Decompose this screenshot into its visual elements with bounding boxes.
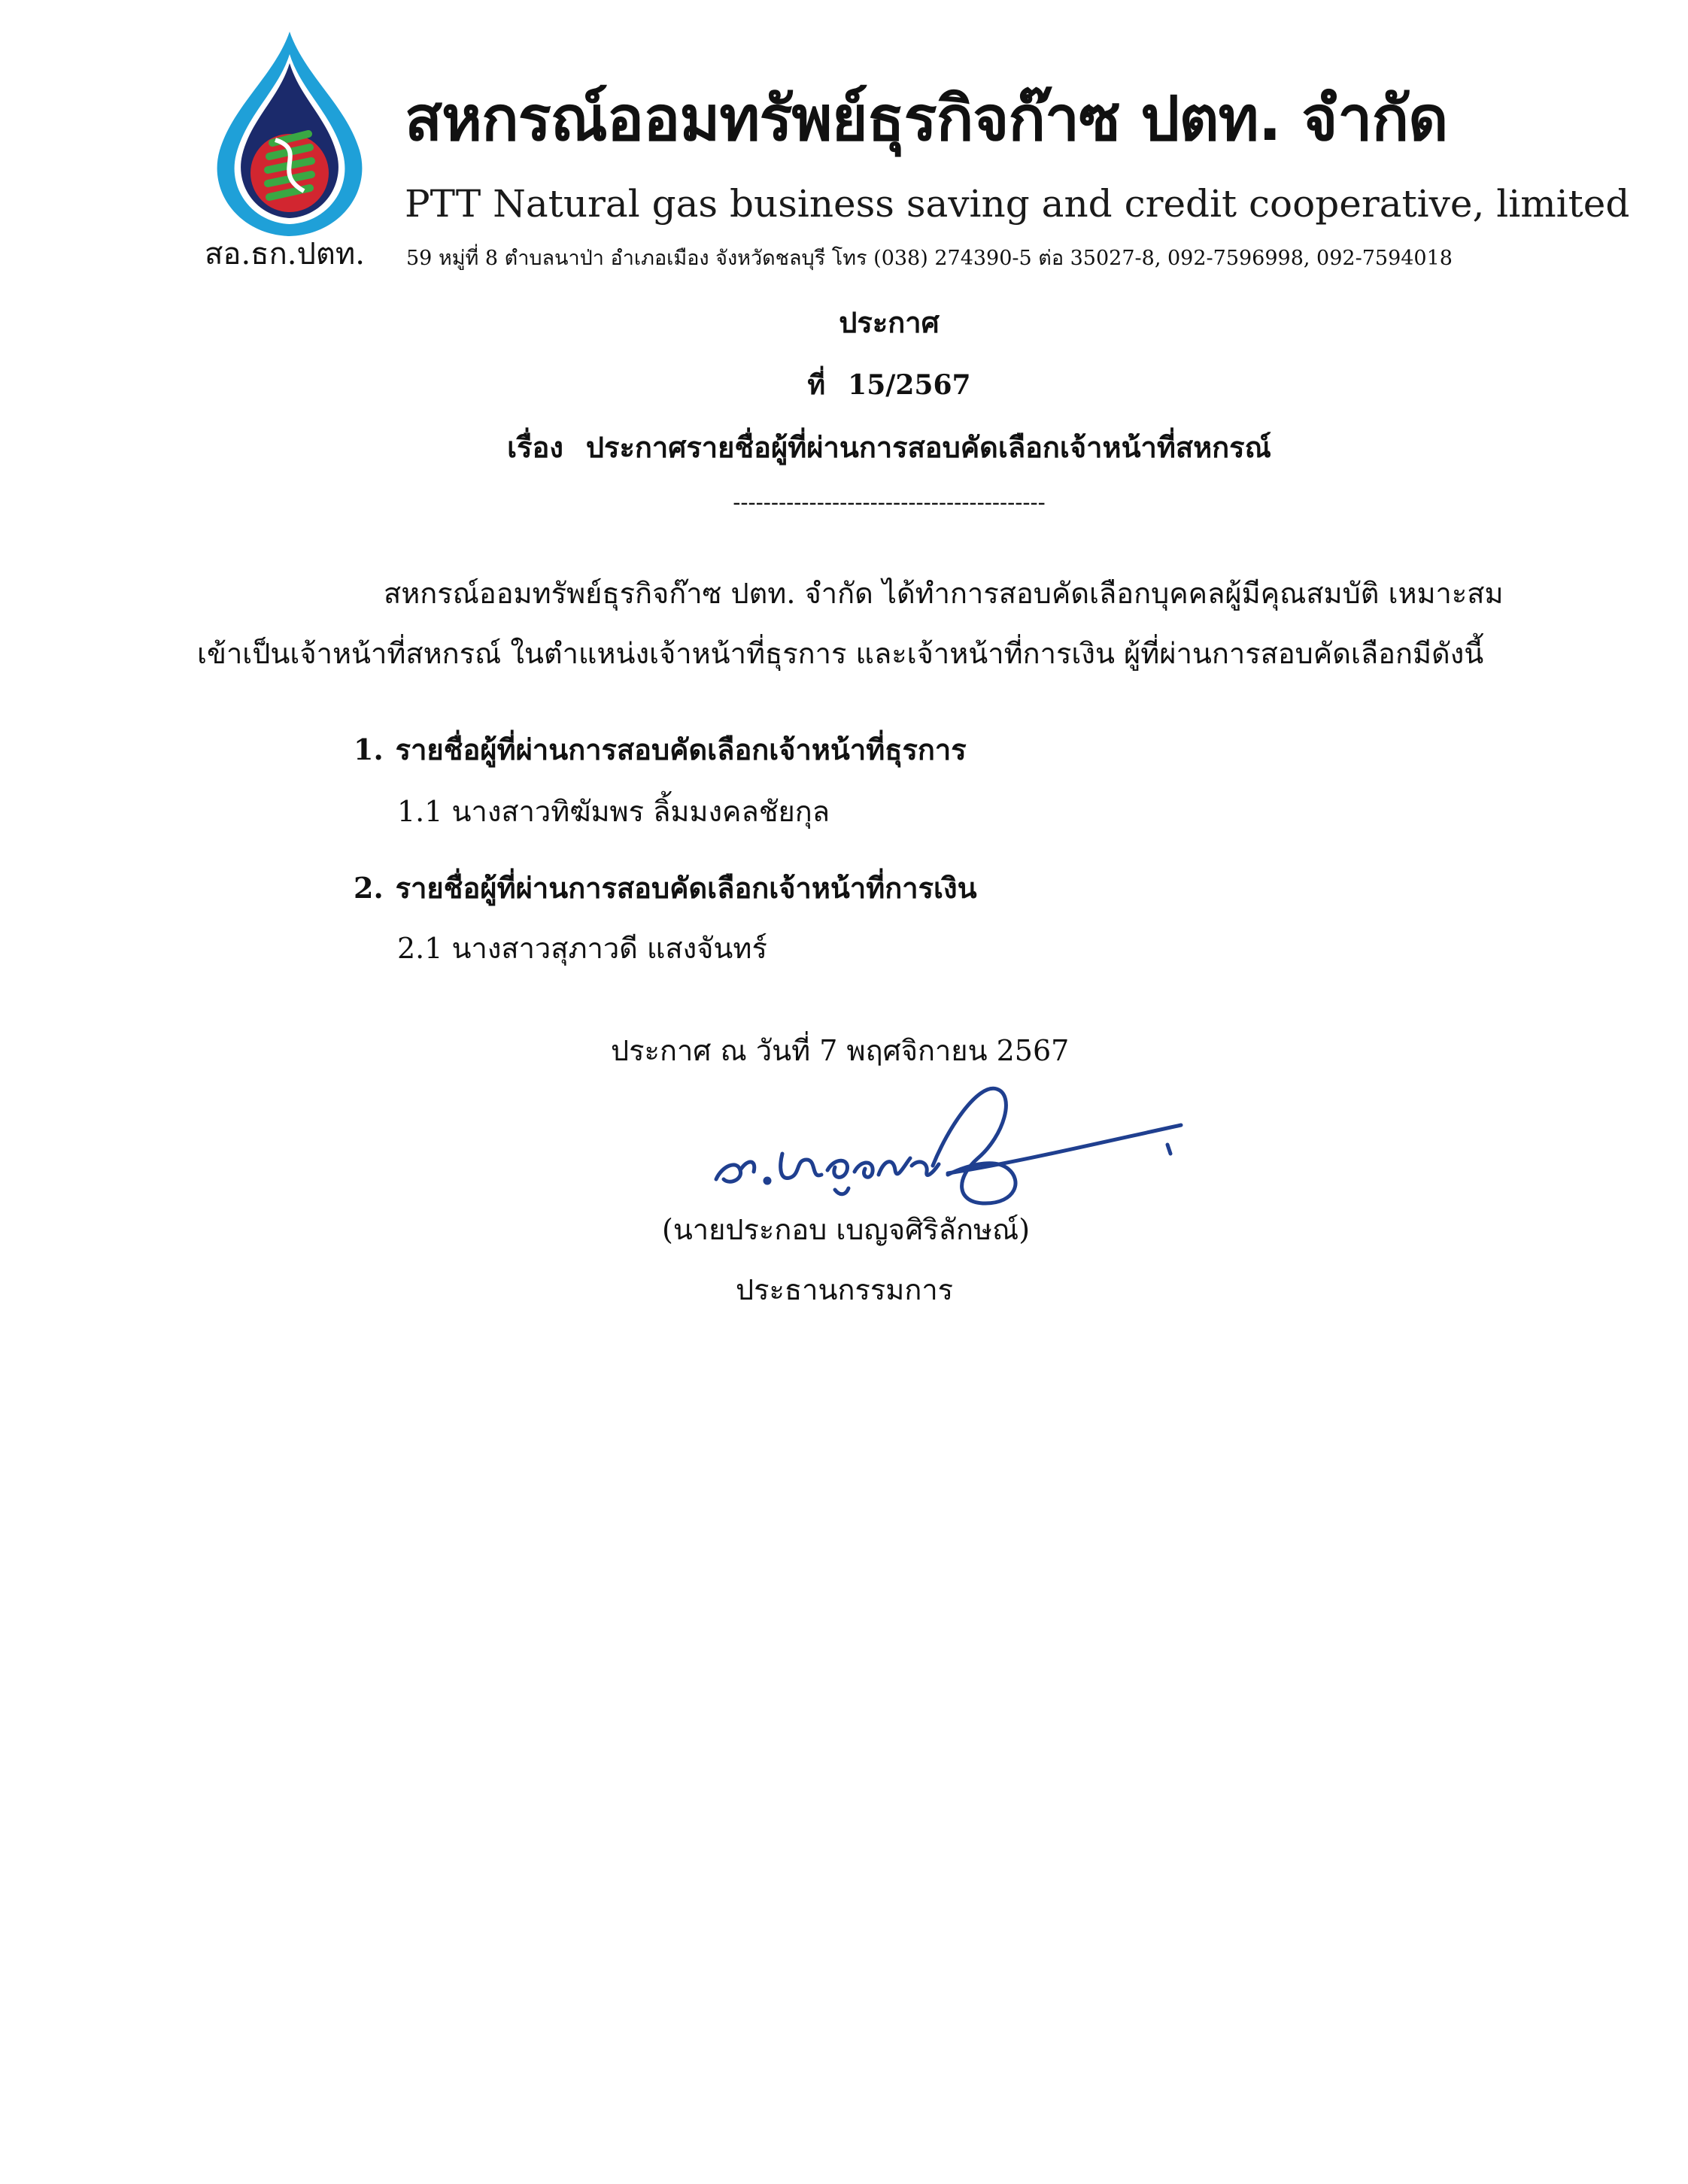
handwritten-signature-icon xyxy=(707,1075,1189,1211)
signer-name: (นายประกอบ เบญจศิริลักษณ์) xyxy=(662,1213,1031,1246)
body-paragraph-line-2: เข้าเป็นเจ้าหน้าที่สหกรณ์ ในตำแหน่งเจ้าหน้าที่ธุรการ และเจ้าหน้าที่การเงิน ผู้ที่ผ่านการสอบคัดเลือกมีดังนี้ xyxy=(197,637,1484,670)
document-subject xyxy=(45,430,1688,464)
section-title: รายชื่อผู้ที่ผ่านการสอบคัดเลือกเจ้าหน้าที่ธุรการ xyxy=(395,733,967,766)
document-number-value: 15/2567 xyxy=(848,369,971,401)
list-item: 1.1 นางสาวทิฆัมพร ลิ้มมงคลชัยกุล xyxy=(397,795,830,828)
section-heading xyxy=(354,733,967,766)
list-item: 2.1 นางสาวสุภาวดี แสงจันทร์ xyxy=(397,932,767,965)
signer-title: ประธานกรรมการ xyxy=(736,1273,954,1306)
section-number: 2. xyxy=(354,871,384,905)
document-subject-text: ประกาศรายชื่อผู้ที่ผ่านการสอบคัดเลือกเจ้าหน้าที่สหกรณ์ xyxy=(585,430,1271,464)
logo-caption: สอ.ธก.ปตท. xyxy=(205,237,365,271)
heading-separator: ----------------------------------------- xyxy=(733,490,1046,516)
organization-name-thai: สหกรณ์ออมทรัพย์ธุรกิจก๊าซ ปตท. จำกัด xyxy=(405,83,1448,155)
document-type: ประกาศ xyxy=(839,305,940,339)
body-paragraph-line-1: สหกรณ์ออมทรัพย์ธุรกิจก๊าซ ปตท. จำกัด ได้ทำการสอบคัดเลือกบุคคลผู้มีคุณสมบัติ เหมาะสม xyxy=(384,577,1504,610)
document-subject-label: เรื่อง xyxy=(507,430,563,464)
document-number xyxy=(45,369,1688,401)
cooperative-drop-logo-icon xyxy=(203,30,376,241)
section-number: 1. xyxy=(354,733,384,766)
announcement-date: ประกาศ ณ วันที่ 7 พฤศจิกายน 2567 xyxy=(611,1034,1070,1067)
section-heading xyxy=(354,871,977,905)
document-number-label: ที่ xyxy=(807,369,826,401)
organization-name-english: PTT Natural gas business saving and credit cooperative, limited xyxy=(405,182,1630,226)
organization-address: 59 หมู่ที่ 8 ตำบลนาป่า อำเภอเมือง จังหวัดชลบุรี โทร (038) 274390-5 ต่อ 35027-8, 092-7596998, 092-7594018 xyxy=(406,247,1453,270)
section-title: รายชื่อผู้ที่ผ่านการสอบคัดเลือกเจ้าหน้าที่การเงิน xyxy=(395,871,977,905)
